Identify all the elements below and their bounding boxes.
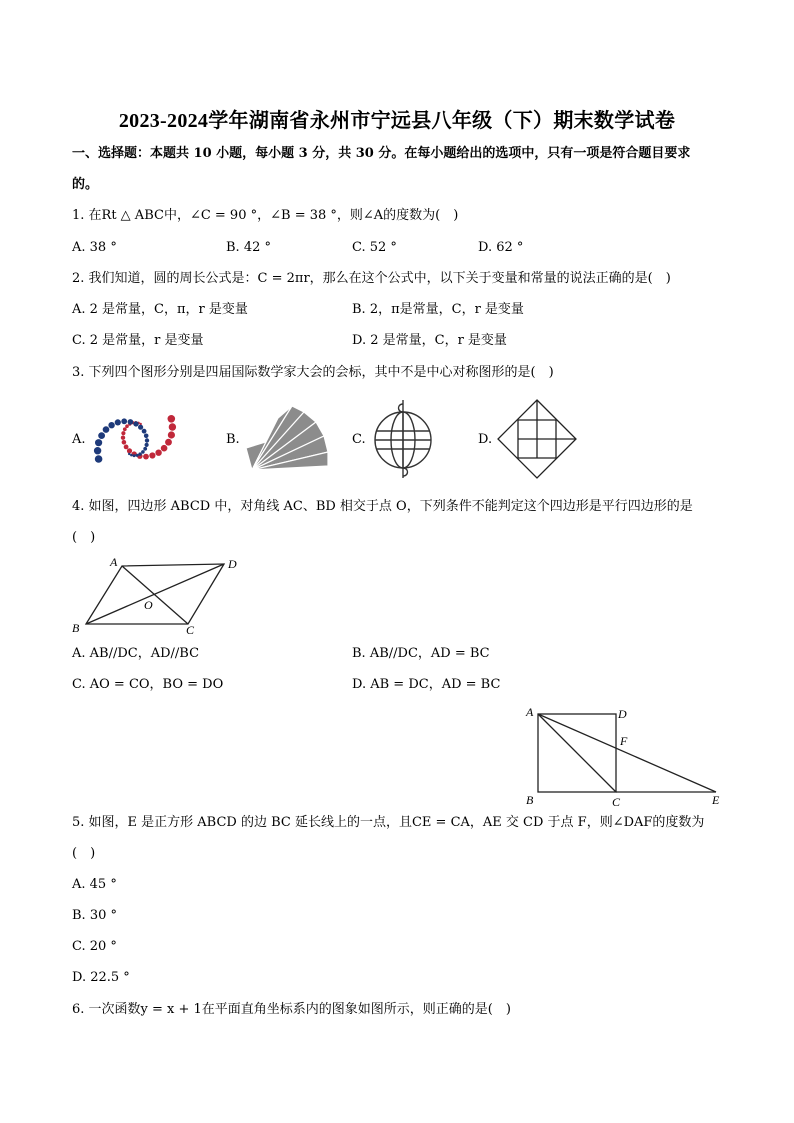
logo-dot [123,427,127,431]
q6-stem: 6. 一次函数y = x + 1在平面直角坐标系内的图象如图所示，则正确的是( ) [72,1002,511,1017]
q5-square-figure [520,702,730,810]
logo-dot [128,453,130,455]
q3-label-b: B. [226,432,240,447]
logo-dot [143,447,147,451]
logo-dot [122,440,127,445]
q3-figure-a-logo [90,396,182,480]
q1-option-c: C. 52 ° [352,240,397,255]
section-heading: 一、选择题：本题共 10 小题，每小题 3 分，共 30 分。在每小题给出的选项中，只有一项是符合题目要求 [72,146,691,161]
q4-option-b: B. AB//DC，AD = BC [352,646,490,661]
q5-label-e: E [712,793,720,807]
q3-label-a: A. [72,432,86,447]
logo-dot [145,438,149,442]
logo-dot [133,421,138,426]
q3-figure-d-square [496,398,578,480]
q3-label-c: C. [352,432,366,447]
q2-option-a: A. 2 是常量，C，π，r 是变量 [72,302,248,317]
q1-option-d: D. 62 ° [478,240,524,255]
logo-dot [136,454,139,457]
logo-dot [138,452,141,455]
q5-option-d: D. 22.5 ° [72,970,130,985]
logo-dot [98,432,105,439]
q3-figure-c-globe [370,398,436,478]
q5-label-f: F [620,734,628,748]
q4-label-b: B [72,621,80,635]
page-title: 2023-2024学年湖南省永州市宁远县八年级（下）期末数学试卷 [118,110,676,132]
q5-stem-paren: ( ) [72,846,96,861]
logo-dot [161,445,168,452]
q2-stem: 2. 我们知道，圆的周长公式是：C = 2πr，那么在这个公式中，以下关于变量和常量的说法正确的是( ) [72,271,671,286]
q3-label-d: D. [478,432,493,447]
q1-option-b: B. 42 ° [226,240,271,255]
logo-dot [95,455,103,463]
q3-stem: 3. 下列四个图形分别是四届国际数学家大会的会标，其中不是中心对称图形的是( ) [72,365,554,380]
q5-option-b: B. 30 ° [72,908,117,923]
q5-label-b: B [526,793,534,807]
q2-option-b: B. 2，π是常量，C，r 是变量 [352,302,524,317]
logo-dot [121,418,127,424]
logo-dot [121,436,125,440]
section-heading-cont: 的。 [72,177,99,192]
q5-label-a: A [526,705,534,719]
logo-dot [115,419,121,425]
q1-option-a: A. 38 ° [72,240,117,255]
logo-dot [149,452,155,458]
q4-label-a: A [110,555,118,569]
q4-stem: 4. 如图，四边形 ABCD 中，对角线 AC、BD 相交于点 O，下列条件不能判定这个四边形是平行四边形的是 [72,499,693,514]
q5-label-d: D [618,707,627,721]
logo-dot [155,450,161,456]
q4-label-o: O [144,598,153,612]
q4-label-d: D [228,557,237,571]
q4-option-d: D. AB = DC，AD = BC [352,677,501,692]
logo-dot [127,448,132,453]
logo-dot [165,439,172,446]
q4-stem-paren: ( ) [72,530,96,545]
q1-stem: 1. 在Rt △ ABC中，∠C = 90 °，∠B = 38 °，则∠A的度数为( ) [72,208,459,223]
logo-dot [142,429,147,434]
logo-dot [168,431,175,438]
q5-option-c: C. 20 ° [72,939,117,954]
logo-dot [143,454,149,460]
logo-dot [145,443,149,447]
q4-parallelogram-figure [66,552,246,638]
logo-dot [141,450,145,454]
logo-dot [144,434,149,439]
logo-dot [169,423,176,430]
logo-dot [125,424,129,428]
logo-dot [124,445,129,450]
logo-dot [94,447,101,454]
logo-dot [128,419,134,425]
q4-option-a: A. AB//DC，AD//BC [72,646,200,661]
logo-dot [95,439,102,446]
q4-option-c: C. AO = CO，BO = DO [72,677,224,692]
logo-dot [130,454,133,457]
logo-dot [103,426,110,433]
q5-stem: 5. 如图，E 是正方形 ABCD 的边 BC 延长线上的一点，且CE = CA，AE 交 CD 于点 F，则∠DAF的度数为 [72,815,705,830]
q5-option-a: A. 45 ° [72,877,117,892]
logo-dot [108,422,114,428]
logo-dot [138,425,143,430]
q4-label-c: C [186,623,195,637]
logo-dot [121,431,125,435]
q2-option-d: D. 2 是常量，C，r 是变量 [352,333,507,348]
q2-option-c: C. 2 是常量，r 是变量 [72,333,204,348]
logo-dot [133,454,136,457]
q3-figure-b-fan [244,404,332,472]
q5-label-c: C [612,795,621,809]
logo-dot [168,415,176,423]
